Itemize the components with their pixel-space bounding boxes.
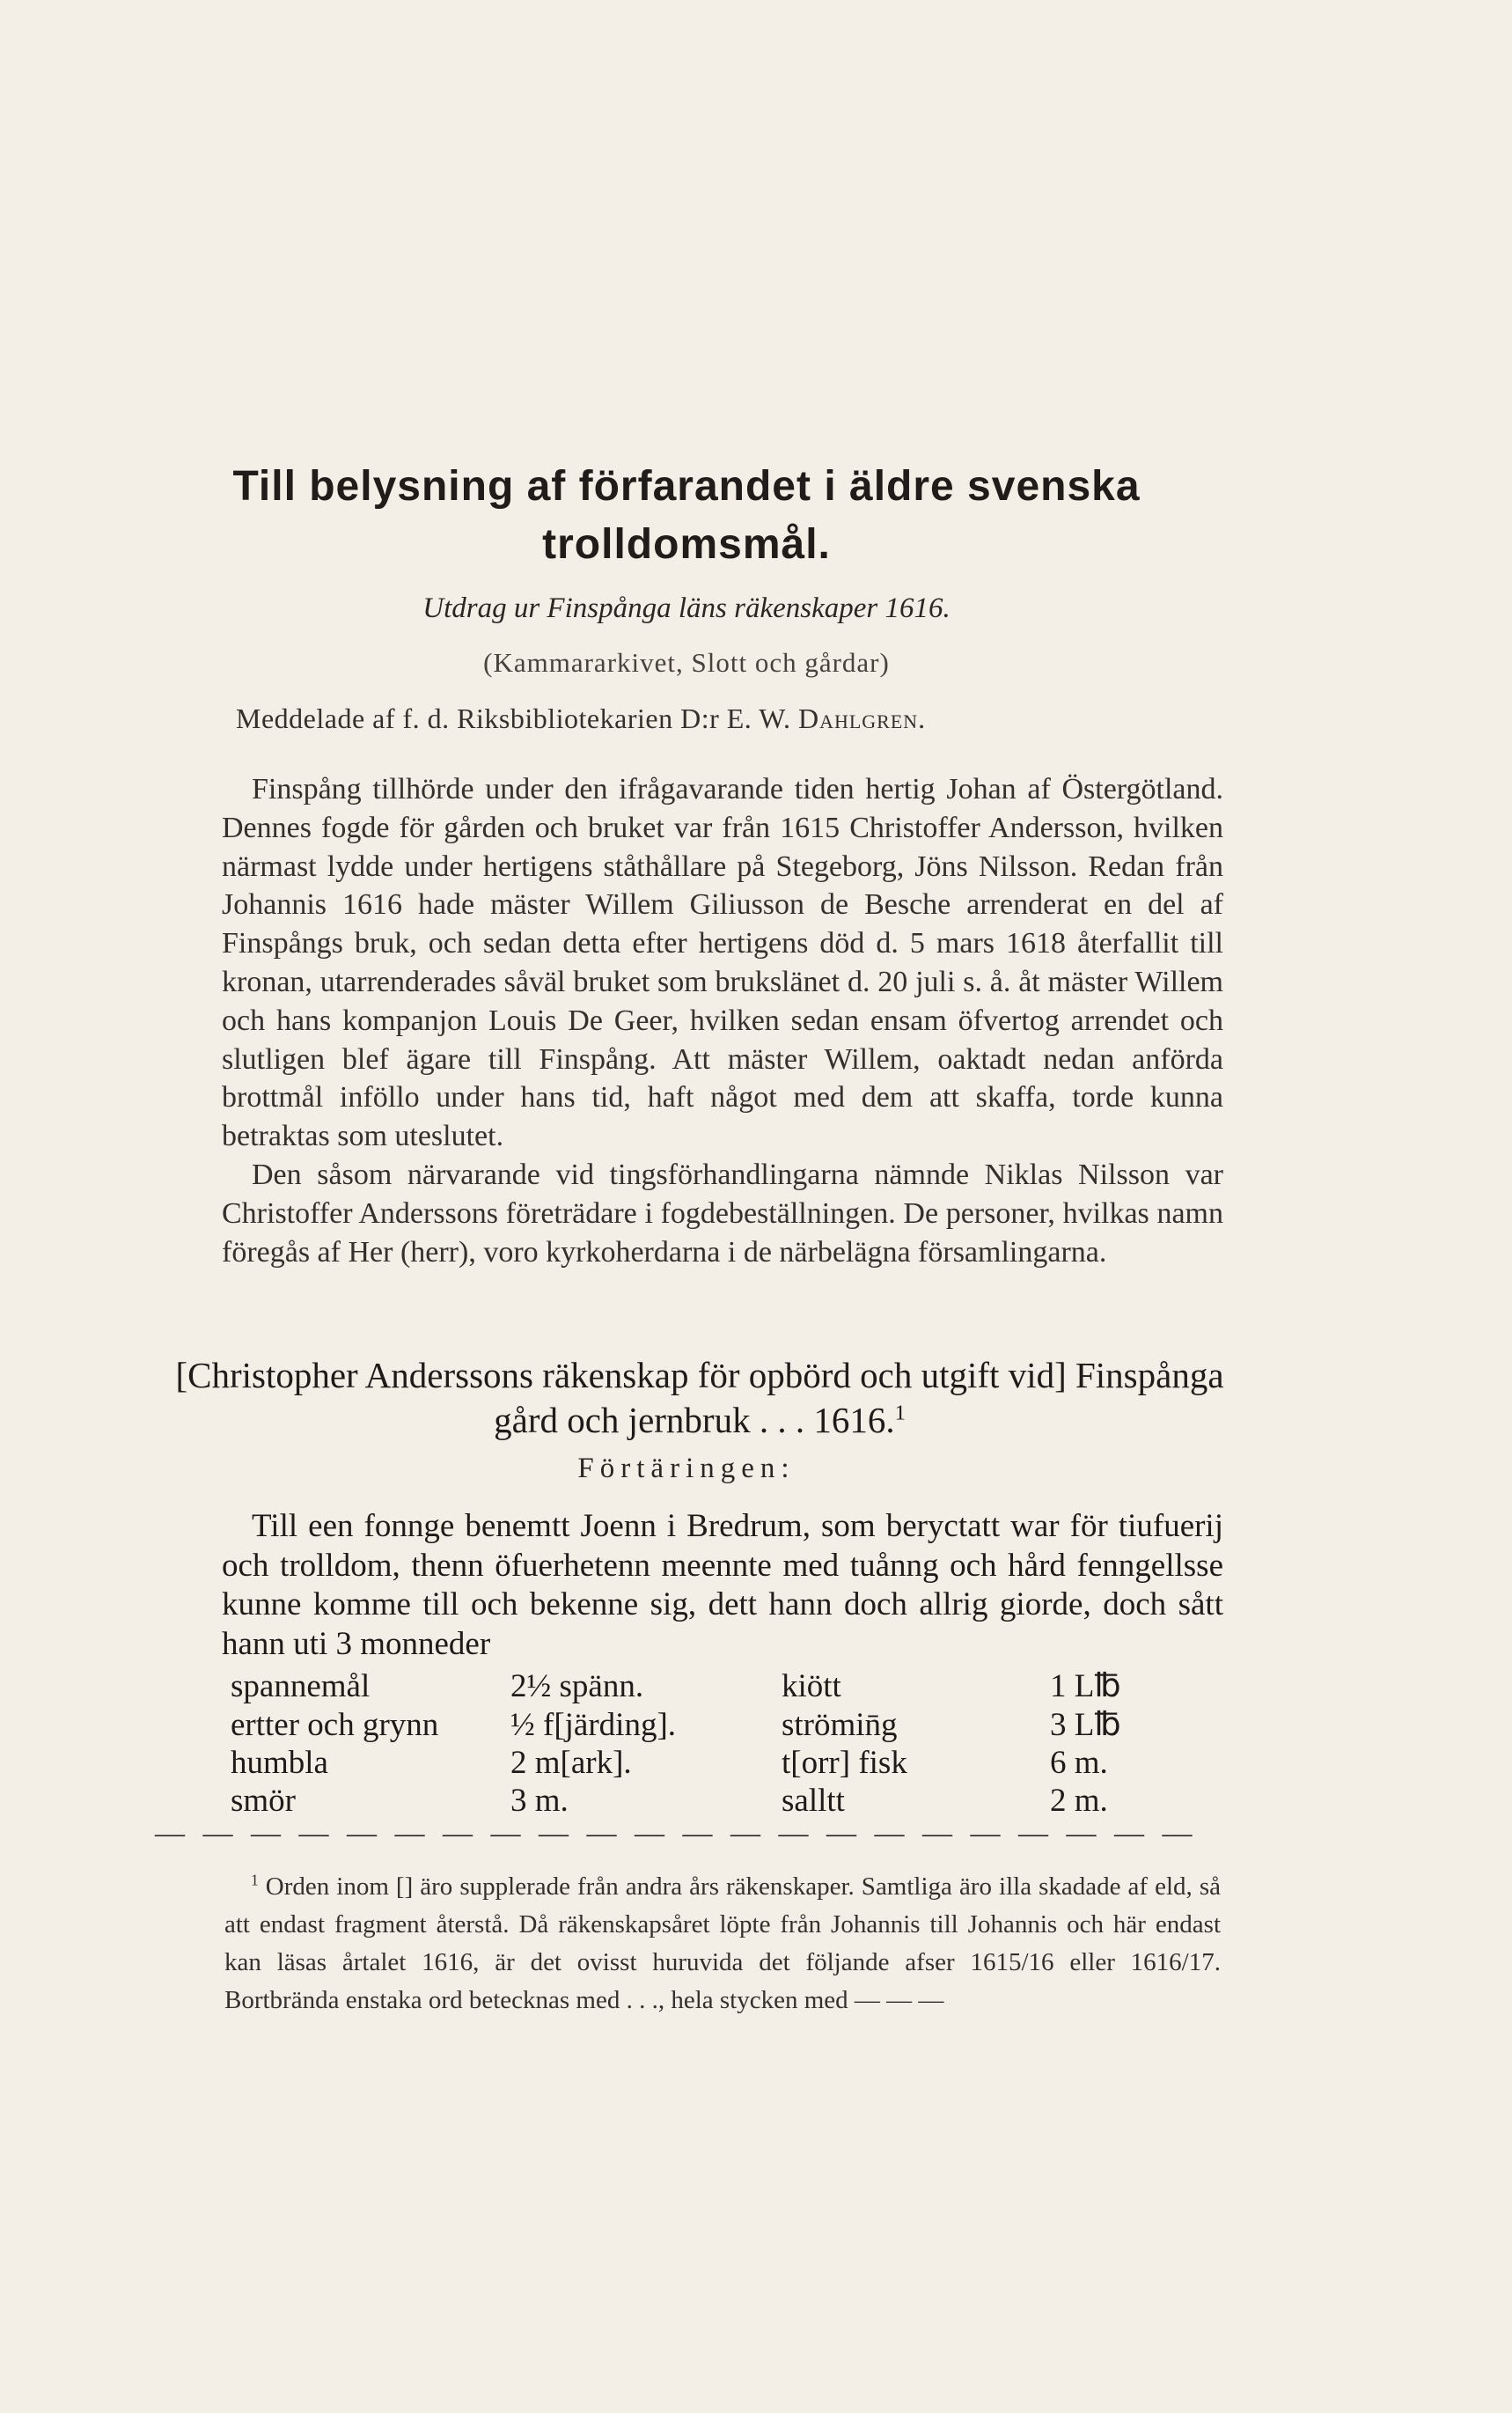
intro-paragraph-1: Finspång tillhörde under den ifrågavarande tiden hertig Johan af Östergötland. Dennes fogde för gården och bruket var från 1615 Christoffer Andersson, hvilken närmast lydde under hertigens ståthållare på Stegeborg, Jöns Nilsson. Redan från Johannis 1616 hade mäster Willem Giliusson de Besche arrenderat en del af Finspångs bruk, och sedan detta efter hertigens död d. 5 mars 1618 återfallit till kronan, utarrenderades såväl bruket som brukslänet d. 20 juli s. å. åt mäster Willem och hans kompanjon Louis De Geer, hvilken sedan ensam öfvertog arrendet och slutligen blef ägare till Finspång. Att mäster Willem, oaktadt nedan anförda brottmål inföllo under hans tid, haft något med dem att skaffa, torde kunna betraktas som uteslutet. xyxy=(222,773,1223,1153)
footnote-text: Orden inom [] äro supplerade från andra års räkenskaper. Samtliga äro illa skadade af eld, så att endast fragment återstå. Då räkenskapsåret löpte från Johannis till Johannis och här endast kan läsas årtalet 1616, är det ovisst huruvida det följande afser 1615/16 eller 1616/17. Bortbrända enstaka ord betecknas med . . ., hela stycken med — — — xyxy=(224,1872,1221,2014)
spaced-heading: Förtäringen: xyxy=(577,1453,796,1484)
goods-item: kiött xyxy=(782,1668,841,1704)
goods-table xyxy=(231,1666,1139,1820)
account-heading xyxy=(167,1353,1232,1443)
article-subtitle: Utdrag ur Finspånga läns räkenskaper 1616. xyxy=(422,592,951,624)
goods-item: strömin̄g xyxy=(782,1707,898,1743)
separator-dashes: — — — — — — — — — — — — — — — — — — — — — — xyxy=(155,1817,1198,1850)
goods-item: salltt xyxy=(782,1783,845,1819)
footnote xyxy=(224,1868,1221,2019)
author-name: Dahlgren. xyxy=(797,703,927,734)
goods-quantity: 2½ spänn. xyxy=(510,1668,644,1704)
goods-quantity: 3 L℔ xyxy=(1050,1707,1121,1743)
table-row xyxy=(231,1782,1139,1820)
entry-text: Till een fonnge benemtt Joenn i Bredrum, som beryctatt war för tiufuerij och trolldom, thenn öfuerhetenn meennte med tuånng och hård fenngellsse kunne komme till och bekenne sig, dett hann doch allrig giorde, doch sått hann uti 3 monneder xyxy=(222,1508,1223,1662)
goods-quantity: 1 L℔ xyxy=(1050,1668,1121,1704)
table-row xyxy=(231,1744,1139,1782)
intro-text xyxy=(222,770,1223,1271)
goods-quantity: 6 m. xyxy=(1050,1745,1108,1781)
archive-source: (Kammararkivet, Slott och gårdar) xyxy=(483,647,890,678)
goods-quantity: 2 m[ark]. xyxy=(510,1745,632,1781)
intro-paragraph-2: Den såsom närvarande vid tingsförhandlingarna nämnde Niklas Nilsson var Christoffer Anderssons företrädare i fogdebeställningen. De personer, hvilkas namn föregås af Her (herr), voro kyrkoherdarna i de närbelägna församlingarna. xyxy=(222,1158,1223,1269)
goods-item: humbla xyxy=(231,1745,328,1781)
table-row xyxy=(231,1705,1139,1744)
table-row xyxy=(231,1666,1139,1705)
communicated-by-text: Meddelade af f. d. Riksbibliotekarien D:r E. W. xyxy=(236,703,791,734)
goods-quantity: 3 m. xyxy=(510,1783,569,1819)
account-footnote-marker: 1 xyxy=(894,1401,906,1425)
communicated-by-line xyxy=(236,703,926,735)
goods-item: smör xyxy=(231,1783,296,1819)
goods-quantity: 2 m. xyxy=(1050,1783,1108,1819)
footnote-marker: 1 xyxy=(251,1871,259,1889)
article-title: Till belysning af förfarandet i äldre svenska trolldomsmål. xyxy=(232,463,1141,568)
goods-item: spannemål xyxy=(231,1668,371,1704)
account-heading-text: [Christopher Anderssons räkenskap för opbörd och utgift vid] Finspånga gård och jernbruk . . . 1616. xyxy=(175,1355,1224,1440)
goods-quantity: ½ f[järding]. xyxy=(510,1707,677,1743)
goods-item: t[orr] fisk xyxy=(782,1745,907,1781)
goods-item: ertter och grynn xyxy=(231,1707,439,1743)
